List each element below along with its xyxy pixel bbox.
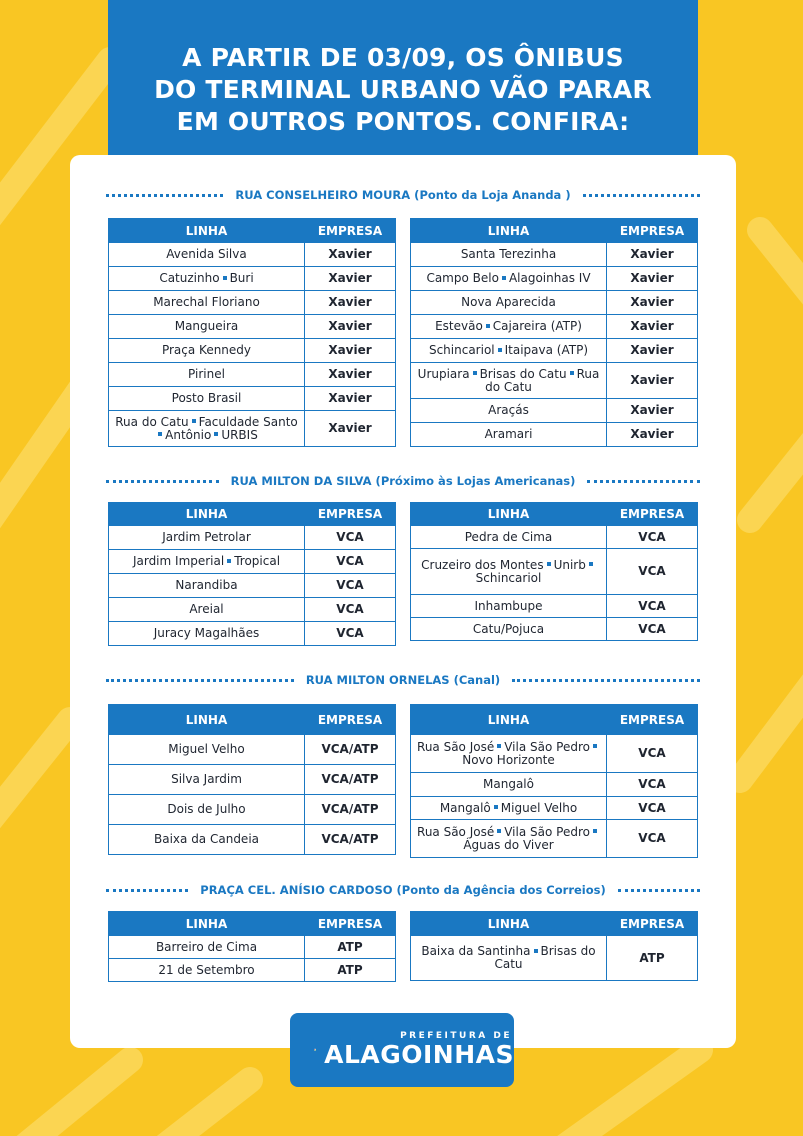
dotted-divider <box>106 194 223 197</box>
empresa-cell: VCA <box>607 618 698 641</box>
linha-part: URBIS <box>221 427 258 442</box>
column-header-empresa: EMPRESA <box>607 912 698 936</box>
table-row <box>411 423 698 447</box>
linha-part: Faculdade Santo <box>198 414 298 429</box>
separator-square-icon <box>497 829 501 833</box>
linha-part: Mangalô <box>439 800 491 815</box>
dotted-divider <box>583 194 700 197</box>
table-row <box>109 825 396 855</box>
linha-part: Estevão <box>435 319 483 333</box>
table-row <box>411 363 698 399</box>
linha-cell: 21 de Setembro <box>109 959 305 982</box>
route-table-right <box>410 502 698 641</box>
separator-square-icon <box>214 432 218 436</box>
linha-cell <box>411 735 607 773</box>
table-header-row <box>109 503 396 526</box>
column-header-linha: LINHA <box>411 219 607 243</box>
table-header-row <box>109 912 396 936</box>
dotted-divider <box>106 480 219 483</box>
separator-square-icon <box>486 324 490 328</box>
route-table-right <box>410 911 698 981</box>
separator-square-icon <box>497 744 501 748</box>
table-row <box>411 936 698 981</box>
table-row <box>411 773 698 797</box>
linha-part: Brisas do Catu <box>494 944 596 971</box>
column-header-empresa: EMPRESA <box>305 503 396 526</box>
section-title <box>106 186 700 204</box>
empresa-cell: VCA <box>305 526 396 550</box>
table-row <box>109 959 396 982</box>
empresa-cell: Xavier <box>305 411 396 447</box>
separator-square-icon <box>547 562 551 566</box>
linha-part: Itaipava (ATP) <box>504 343 589 357</box>
dotted-divider <box>512 679 700 682</box>
route-table-left <box>108 704 396 855</box>
schedule-card <box>70 155 736 1048</box>
empresa-cell: VCA <box>607 797 698 820</box>
linha-part: Alagoinhas IV <box>508 271 591 285</box>
linha-part: Rua do Catu <box>485 366 600 394</box>
empresa-cell: Xavier <box>607 267 698 291</box>
separator-square-icon <box>593 744 597 748</box>
separator-square-icon <box>494 805 498 809</box>
linha-part: Campo Belo <box>426 271 499 285</box>
empresa-cell: VCA <box>305 598 396 622</box>
empresa-cell: Xavier <box>607 363 698 399</box>
headline-line-3: EM OUTROS PONTOS. CONFIRA: <box>176 107 630 136</box>
route-table-left <box>108 218 396 447</box>
empresa-cell: Xavier <box>607 315 698 339</box>
empresa-cell: Xavier <box>607 399 698 423</box>
linha-part: Rua São José <box>417 739 495 754</box>
linha-part: Rua do Catu <box>115 414 189 429</box>
separator-square-icon <box>589 562 593 566</box>
empresa-cell: VCA <box>607 526 698 549</box>
linha-cell: Araçás <box>411 399 607 423</box>
separator-square-icon <box>158 432 162 436</box>
linha-part: Cruzeiro dos Montes <box>421 557 544 572</box>
linha-cell <box>411 363 607 399</box>
table-row <box>411 526 698 549</box>
route-table-right <box>410 704 698 858</box>
linha-cell: Pedra de Cima <box>411 526 607 549</box>
linha-cell: Miguel Velho <box>109 735 305 765</box>
empresa-cell: Xavier <box>607 291 698 315</box>
section-title-text: RUA CONSELHEIRO MOURA (Ponto da Loja Ananda ) <box>235 188 571 202</box>
linha-cell: Aramari <box>411 423 607 447</box>
empresa-cell: VCA/ATP <box>305 735 396 765</box>
column-header-linha: LINHA <box>411 705 607 735</box>
table-row <box>411 243 698 267</box>
table-header-row <box>411 705 698 735</box>
table-row <box>109 550 396 574</box>
linha-cell <box>411 936 607 981</box>
linha-cell: Pirinel <box>109 363 305 387</box>
separator-square-icon <box>593 829 597 833</box>
column-header-linha: LINHA <box>109 705 305 735</box>
empresa-cell: VCA/ATP <box>305 765 396 795</box>
linha-part: Rua São José <box>417 824 495 839</box>
table-row <box>109 291 396 315</box>
section-title-text: RUA MILTON ORNELAS (Canal) <box>305 673 501 687</box>
empresa-cell: VCA <box>305 550 396 574</box>
headline-line-1: A PARTIR DE 03/09, OS ÔNIBUS <box>182 43 624 72</box>
empresa-cell: Xavier <box>305 243 396 267</box>
empresa-cell: Xavier <box>305 339 396 363</box>
linha-part: Tropical <box>234 554 281 568</box>
table-row <box>109 363 396 387</box>
column-header-empresa: EMPRESA <box>305 912 396 936</box>
table-row <box>411 820 698 858</box>
table-row <box>411 399 698 423</box>
empresa-cell: Xavier <box>305 387 396 411</box>
empresa-cell: Xavier <box>305 315 396 339</box>
separator-square-icon <box>227 559 231 563</box>
empresa-cell: VCA/ATP <box>305 825 396 855</box>
route-table-right <box>410 218 698 447</box>
table-row <box>411 735 698 773</box>
linha-part: Miguel Velho <box>500 800 578 815</box>
table-row <box>109 339 396 363</box>
city-crest-icon <box>314 1023 316 1077</box>
table-row <box>411 549 698 595</box>
linha-cell <box>411 797 607 820</box>
empresa-cell: VCA/ATP <box>305 795 396 825</box>
table-row <box>109 795 396 825</box>
table-header-row <box>109 705 396 735</box>
headline-line-2: DO TERMINAL URBANO VÃO PARAR <box>154 75 652 104</box>
linha-cell <box>411 339 607 363</box>
empresa-cell: ATP <box>305 959 396 982</box>
linha-part: Baixa da Santinha <box>421 944 531 958</box>
linha-part: Cajareira (ATP) <box>492 319 582 333</box>
linha-part: Catuzinho <box>159 271 220 285</box>
linha-part: Vila São Pedro <box>504 824 590 839</box>
route-table-left <box>108 911 396 982</box>
table-row <box>109 735 396 765</box>
logo-line-1: PREFEITURA DE <box>400 1031 512 1041</box>
empresa-cell: ATP <box>305 936 396 959</box>
empresa-cell: VCA <box>607 735 698 773</box>
prefeitura-logo <box>290 1013 514 1087</box>
separator-square-icon <box>570 371 574 375</box>
section-title <box>106 671 700 689</box>
linha-part: Urupiara <box>417 366 470 381</box>
table-row <box>411 267 698 291</box>
linha-cell <box>109 411 305 447</box>
section-title-text: PRAÇA CEL. ANÍSIO CARDOSO (Ponto da Agência dos Correios) <box>200 883 606 897</box>
linha-part: Jardim Imperial <box>132 554 225 568</box>
separator-square-icon <box>192 419 196 423</box>
linha-cell: Dois de Julho <box>109 795 305 825</box>
linha-cell: Praça Kennedy <box>109 339 305 363</box>
table-header-row <box>411 219 698 243</box>
linha-cell <box>411 315 607 339</box>
table-row <box>411 291 698 315</box>
linha-part: Schincariol <box>428 343 495 357</box>
empresa-cell: VCA <box>305 622 396 646</box>
empresa-cell: Xavier <box>607 423 698 447</box>
section-title <box>106 472 700 490</box>
table-row <box>109 315 396 339</box>
separator-square-icon <box>473 371 477 375</box>
section-title <box>106 881 700 899</box>
column-header-linha: LINHA <box>109 219 305 243</box>
table-row <box>411 339 698 363</box>
table-row <box>109 574 396 598</box>
linha-part: Novo Horizonte <box>462 752 555 767</box>
linha-cell: Avenida Silva <box>109 243 305 267</box>
column-header-empresa: EMPRESA <box>305 219 396 243</box>
empresa-cell: Xavier <box>607 243 698 267</box>
table-row <box>109 936 396 959</box>
linha-cell <box>411 267 607 291</box>
empresa-cell: VCA <box>607 549 698 595</box>
table-row <box>109 411 396 447</box>
linha-cell: Santa Terezinha <box>411 243 607 267</box>
linha-cell <box>109 550 305 574</box>
table-header-row <box>109 219 396 243</box>
linha-cell <box>109 267 305 291</box>
column-header-empresa: EMPRESA <box>607 503 698 526</box>
linha-cell: Catu/Pojuca <box>411 618 607 641</box>
linha-part: Antônio <box>165 427 212 442</box>
linha-cell: Juracy Magalhães <box>109 622 305 646</box>
separator-square-icon <box>534 949 538 953</box>
linha-part: Buri <box>229 271 254 285</box>
linha-cell: Baixa da Candeia <box>109 825 305 855</box>
column-header-empresa: EMPRESA <box>607 219 698 243</box>
table-row <box>411 315 698 339</box>
linha-part: Águas do Viver <box>463 837 554 852</box>
headline-banner <box>108 0 698 157</box>
table-row <box>109 765 396 795</box>
linha-cell: Mangueira <box>109 315 305 339</box>
empresa-cell: VCA <box>607 595 698 618</box>
empresa-cell: VCA <box>305 574 396 598</box>
linha-cell: Narandiba <box>109 574 305 598</box>
empresa-cell: VCA <box>607 773 698 797</box>
linha-cell: Jardim Petrolar <box>109 526 305 550</box>
empresa-cell: ATP <box>607 936 698 981</box>
empresa-cell: Xavier <box>305 291 396 315</box>
dotted-divider <box>587 480 700 483</box>
column-header-linha: LINHA <box>109 912 305 936</box>
table-header-row <box>411 503 698 526</box>
route-table-left <box>108 502 396 646</box>
linha-cell: Posto Brasil <box>109 387 305 411</box>
column-header-linha: LINHA <box>109 503 305 526</box>
column-header-linha: LINHA <box>411 503 607 526</box>
separator-square-icon <box>498 348 502 352</box>
linha-cell: Areial <box>109 598 305 622</box>
linha-part: Schincariol <box>475 570 542 585</box>
linha-cell: Mangalô <box>411 773 607 797</box>
empresa-cell: Xavier <box>607 339 698 363</box>
table-row <box>109 526 396 550</box>
column-header-empresa: EMPRESA <box>305 705 396 735</box>
table-row <box>109 267 396 291</box>
column-header-linha: LINHA <box>411 912 607 936</box>
separator-square-icon <box>223 276 227 280</box>
separator-square-icon <box>502 276 506 280</box>
linha-cell <box>411 549 607 595</box>
empresa-cell: Xavier <box>305 363 396 387</box>
empresa-cell: VCA <box>607 820 698 858</box>
column-header-empresa: EMPRESA <box>607 705 698 735</box>
table-row <box>109 622 396 646</box>
linha-cell: Barreiro de Cima <box>109 936 305 959</box>
linha-cell: Inhambupe <box>411 595 607 618</box>
table-row <box>109 387 396 411</box>
linha-cell: Nova Aparecida <box>411 291 607 315</box>
linha-cell <box>411 820 607 858</box>
section-title-text: RUA MILTON DA SILVA (Próximo às Lojas Americanas) <box>230 474 576 488</box>
logo-line-2: ALAGOINHAS <box>324 1040 514 1069</box>
table-row <box>109 598 396 622</box>
dotted-divider <box>618 889 700 892</box>
linha-part: Unirb <box>553 557 586 572</box>
linha-cell: Marechal Floriano <box>109 291 305 315</box>
linha-part: Vila São Pedro <box>504 739 590 754</box>
table-row <box>411 595 698 618</box>
table-row <box>411 797 698 820</box>
dotted-divider <box>106 679 294 682</box>
linha-part: Brisas do Catu <box>479 366 567 381</box>
empresa-cell: Xavier <box>305 267 396 291</box>
linha-cell: Silva Jardim <box>109 765 305 795</box>
table-row <box>411 618 698 641</box>
dotted-divider <box>106 889 188 892</box>
table-header-row <box>411 912 698 936</box>
table-row <box>109 243 396 267</box>
